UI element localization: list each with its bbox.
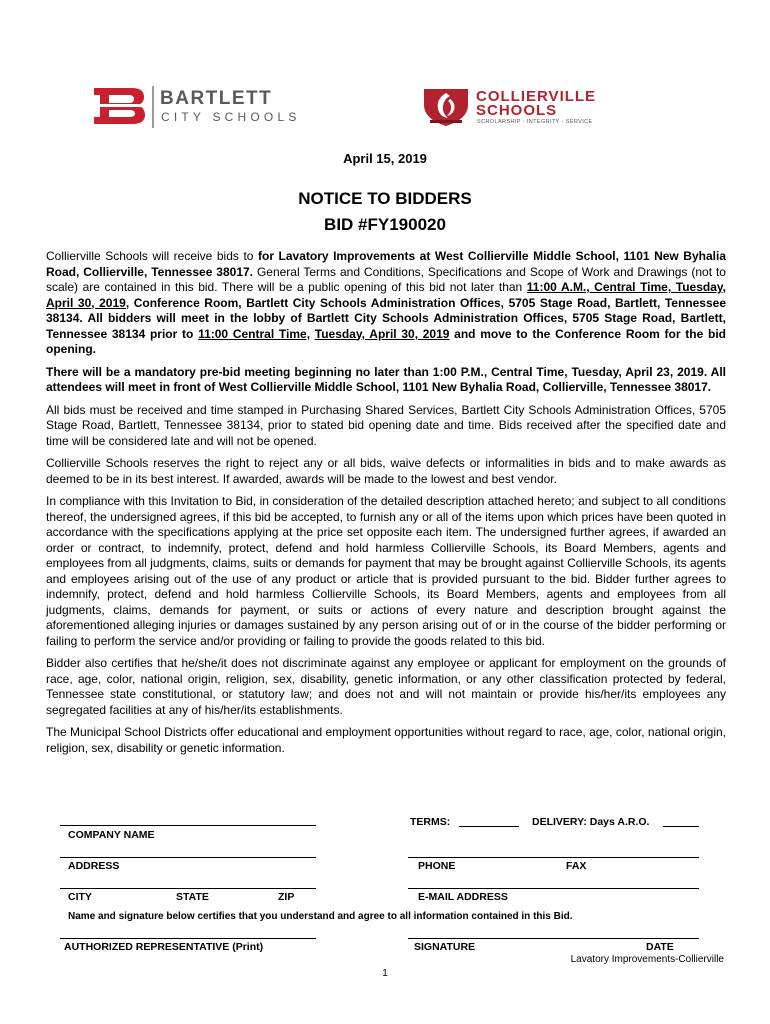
email-field[interactable] — [408, 888, 699, 889]
collierville-logo-tagline: SCHOLARSHIP · INTEGRITY · SERVICE — [477, 119, 593, 125]
delivery-label: DELIVERY: Days A.R.O. — [532, 816, 650, 828]
collierville-shield-icon — [422, 87, 470, 127]
p1-project-name: for Lavatory Improvements at West Collierville Middle School, 1101 New Byhalia Road, Collierville, Tennessee 38017. — [46, 249, 726, 279]
paragraph-reservation: Collierville Schools reserves the right to reject any or all bids, waive defects or informalities in bids and to make awards as deemed to be in its best interest. If awarded, awards will be made to the lowest and best vendor. — [46, 456, 726, 486]
bartlett-b-logo-icon — [92, 88, 146, 124]
p2-text: There will be a mandatory pre-bid meeting beginning no later than 1:00 P.M., Central Time, Tuesday, April 23, 2019. All attendees will meet in front of West Collierville Middle School, 1101 New Byhalia Road, Collierville, Tennessee 38017. — [46, 364, 726, 394]
p1-location: Conference Room, Bartlett City Schools Administration Offices, 5705 Stage Road, Bartlett, Tennessee 38134. All bidders will meet in the lobby of Bartlett City Schools Administration Offices, 5705 Stage Road, Bartlett, Tennessee 38134 prior to — [46, 295, 726, 341]
paragraph-bid-opening — [46, 249, 726, 358]
collierville-schools-logo — [422, 86, 632, 130]
p1-meeting-time: 11:00 Central Time, — [198, 326, 311, 341]
authorized-rep-label: AUTHORIZED REPRESENTATIVE (Print) — [64, 941, 264, 953]
phone-label: PHONE — [418, 860, 456, 872]
bartlett-city-schools-logo — [92, 86, 306, 130]
notice-date: April 15, 2019 — [343, 151, 427, 166]
state-label: STATE — [176, 891, 209, 903]
p1-text-i: and move to the Conference Room for the bid opening. — [46, 326, 726, 356]
collierville-logo-name-line1: COLLIERVILLE — [476, 88, 597, 105]
paragraph-equal-opportunity: The Municipal School Districts offer educational and employment opportunities without regard to race, age, color, national origin, religion, sex, disability or genetic information. — [46, 725, 726, 755]
signature-label: SIGNATURE — [414, 941, 476, 953]
p1-meeting-date: Tuesday, April 30, 2019 — [314, 326, 450, 341]
authorized-rep-field[interactable] — [60, 938, 316, 939]
address-field[interactable] — [60, 857, 316, 858]
delivery-field[interactable] — [663, 826, 699, 827]
paragraph-compliance: In compliance with this Invitation to Bid, in consideration of the detailed description attached hereto; and subject to all conditions thereof, the undersigned agrees, if this bid be accepted, to furnish any or all of the items upon which prices have been quoted in accordance with the specifications applying at the price set opposite each item. The undersigned further agrees, if awarded an order or contract, to indemnify, protect, defend and hold harmless Collierville Schools, its Board Members, agents and employees from all judgments, claims, suits or demands for payment that may be brought against Collierville Schools, its agents and employees arising out of the use of any product or article that is provided pursuant to the bid. Bidder further agrees to indemnify, protect, defend and hold harmless Collierville Schools, its Board Members, agents and employees from all judgments, claims, demands for payment, or suits or actions of every nature and description brought against the aforementioned alleging injuries or damages sustained by any person arising out of or in the course of the bidder performing or failing to perform the service and/or providing or failing to provide the goods related to this bid. — [46, 494, 726, 648]
paragraph-bid-receipt: All bids must be received and time stamped in Purchasing Shared Services, Bartlett City Schools Administration Offices, 5705 Stage Road, Bartlett, Tennessee 38134, prior to stated bid opening date and time. Bids received after the specified date and time will be considered late and will not be opened. — [46, 402, 726, 448]
paragraph-pre-bid-meeting — [46, 365, 726, 396]
footer-doc-name: Lavatory Improvements-Collierville — [570, 954, 724, 965]
certification-notice: Name and signature below certifies that you understand and agree to all information contained in this Bid. — [68, 911, 573, 922]
p1-text-c: General Terms and Conditions, Specifications and Scope of Work and Drawings (not to scale) are contained in this bid. There will be a public opening of this bid not later than — [46, 264, 726, 294]
bid-number: BID #FY190020 — [324, 215, 446, 234]
phone-fax-field[interactable] — [408, 857, 699, 858]
terms-label: TERMS: — [410, 816, 451, 828]
bartlett-logo-name: BARTLETT — [160, 88, 273, 109]
collierville-logo-name-line2: SCHOOLS — [476, 102, 558, 119]
email-label: E-MAIL ADDRESS — [418, 891, 508, 903]
notice-body — [46, 249, 726, 763]
company-name-label: COMPANY NAME — [68, 829, 155, 841]
fax-label: FAX — [566, 860, 587, 872]
city-label: CITY — [68, 891, 92, 903]
city-state-zip-field[interactable] — [60, 888, 316, 889]
address-label: ADDRESS — [68, 860, 120, 872]
paragraph-nondiscrimination: Bidder also certifies that he/she/it does not discriminate against any employee or applicant for employment on the grounds of race, age, color, national origin, religion, sex, disability, genetic information, or any other classification protected by federal, Tennessee state constitutional, or statutory law; and does not and will not maintain or provide his/her/its employees any segregated facilities at any of his/her/its establishments. — [46, 656, 726, 717]
signature-date-field[interactable] — [408, 938, 699, 939]
company-name-field[interactable] — [60, 825, 316, 826]
zip-label: ZIP — [278, 891, 295, 903]
p1-text-a: Collierville Schools will receive bids to — [46, 249, 258, 263]
logo-divider — [152, 86, 154, 128]
p1-opening-time: 11:00 A.M., Central Time, Tuesday, April 30, 2019, — [46, 280, 726, 310]
bartlett-logo-sub: CITY SCHOOLS — [161, 110, 301, 124]
page-number: 1 — [382, 968, 388, 979]
page-title: NOTICE TO BIDDERS — [298, 189, 472, 208]
terms-field[interactable] — [459, 826, 519, 827]
date-label: DATE — [646, 941, 674, 953]
